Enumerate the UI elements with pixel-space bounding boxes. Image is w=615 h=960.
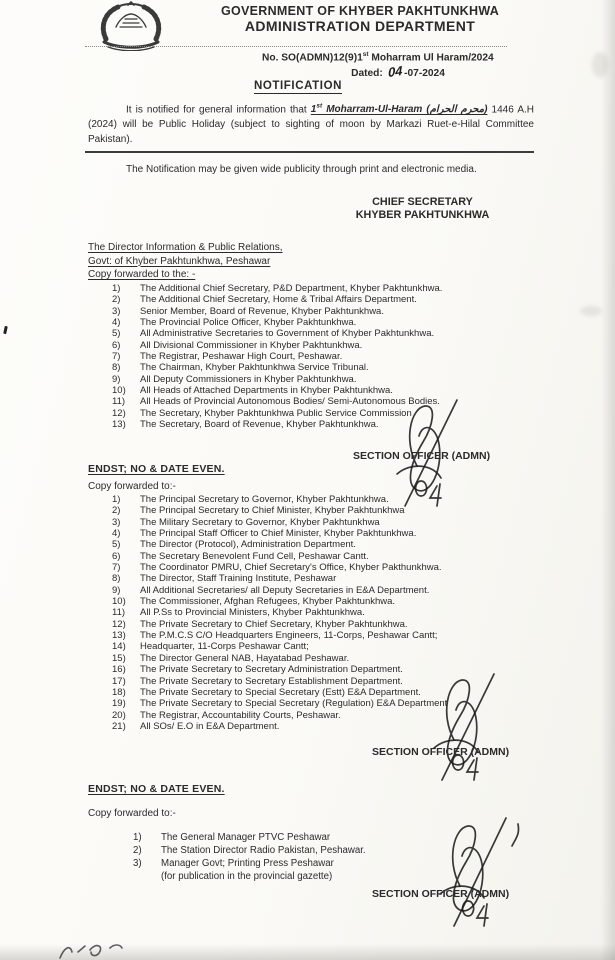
list-item <box>88 630 548 641</box>
list-item-number: 21) <box>112 720 126 732</box>
scan-ink-mark <box>3 326 8 334</box>
list-item-text: The Registrar, Accountability Courts, Peshawar. <box>140 709 341 721</box>
reference-number-sup: st <box>362 51 369 58</box>
list-item-text: The Private Secretary to Chief Secretary, Khyber Pakhtunkhwa. <box>140 618 408 630</box>
reference-number-post: Moharram Ul Haram/2024 <box>368 52 494 64</box>
scan-smudge <box>592 52 608 78</box>
list-item-text: Senior Member, Board of Revenue, Khyber Pakhtunkhwa. <box>140 305 384 317</box>
list-item-number: 1) <box>133 832 142 843</box>
addressee-block <box>88 241 283 268</box>
list-item-number: 8) <box>112 573 121 585</box>
copy-forwarded-heading-3: Copy forwarded to:- <box>88 808 176 819</box>
copy-forwarded-heading-2: Copy forwarded to:- <box>88 481 176 492</box>
list-item-text: The Private Secretary to Secretary Establishment Department. <box>140 675 403 687</box>
list-item-number: 1) <box>112 283 121 294</box>
reference-number <box>262 51 534 63</box>
list-item-number: 6) <box>112 550 121 562</box>
list-item <box>88 528 548 539</box>
list-item-number: 6) <box>112 339 121 351</box>
list-item-number: 12) <box>112 618 126 630</box>
list-item-number: 11) <box>112 607 126 619</box>
list-item <box>88 619 548 630</box>
list-item-text: The Private Secretary to Special Secretary (Estt) E&A Department. <box>140 686 421 698</box>
list-item-text: The Director General NAB, Hayatabad Peshawar. <box>140 652 350 664</box>
scan-edge-shadow-right <box>601 0 615 960</box>
section-officer-label-1: SECTION OFFICER (ADMN) <box>353 450 491 462</box>
scan-smudge <box>580 306 602 316</box>
list-item <box>88 562 548 573</box>
list-item-number: 1) <box>112 494 121 505</box>
copy-list-2 <box>88 494 548 732</box>
list-item-text: The Principal Secretary to Governor, Khyber Pakhtunkhwa. <box>140 494 389 505</box>
list-item-number: 3) <box>133 858 142 869</box>
list-item <box>88 505 548 516</box>
signatory-region: KHYBER PAKHTUNKHWA <box>355 209 490 221</box>
list-item-number: 17) <box>112 675 126 687</box>
paragraph-text: It is notified for general information that <box>126 104 311 116</box>
list-item <box>88 306 548 317</box>
publicity-paragraph: The Notification may be given wide publicity through print and electronic media. <box>126 164 477 175</box>
list-item <box>88 283 548 294</box>
list-item-text: The General Manager PTVC Peshawar <box>161 832 331 843</box>
list-item <box>88 831 548 844</box>
list-item-text: The Additional Chief Secretary, Home & Tribal Affairs Department. <box>140 294 417 306</box>
signatory-block <box>355 196 490 222</box>
list-item <box>88 698 548 709</box>
list-item-number: 16) <box>112 664 126 676</box>
list-item-text: The Principal Staff Officer to Chief Minister, Khyber Pakhtunkhwa. <box>140 528 417 540</box>
handwritten-day: 04 <box>387 63 403 81</box>
list-item-text: The Station Director Radio Pakistan, Peshawar. <box>161 845 366 856</box>
list-item <box>88 844 548 857</box>
addressee-line1: The Director Information & Public Relations, <box>88 242 283 253</box>
list-item-number: 2) <box>112 505 121 517</box>
addressee-line2: Govt: of Khyber Pakhtunkhwa, Peshawar <box>88 255 271 267</box>
list-item-number: 12) <box>112 407 126 419</box>
list-item <box>88 419 548 430</box>
list-item-number: 10) <box>112 596 126 608</box>
list-item-number: 7) <box>112 351 121 363</box>
list-item-number: 2) <box>133 845 142 856</box>
list-item <box>88 664 548 675</box>
list-item <box>88 687 548 698</box>
horizontal-rule <box>85 151 534 153</box>
list-item <box>88 517 548 528</box>
endst-heading-2: ENDST; NO & DATE EVEN. <box>88 783 225 795</box>
list-item-text: All Deputy Commissioners in Khyber Pakhtunkhwa. <box>140 373 357 385</box>
list-item <box>88 374 548 385</box>
list-item-text: The Secretary, Board of Revenue, Khyber Pakhtunkhwa. <box>140 419 379 431</box>
list-item <box>88 710 548 721</box>
list-item-text: Headquarter, 11-Corps Peshawar Cantt; <box>140 641 309 653</box>
list-item <box>88 294 548 305</box>
list-item-text: All SOs/ E.O in E&A Department. <box>140 720 280 732</box>
list-item-text: The Private Secretary to Secretary Administration Department. <box>140 664 403 676</box>
list-item-number: 13) <box>112 630 126 642</box>
list-item-text: All Administrative Secretaries to Government of Khyber Pakhtunkhwa. <box>140 328 435 340</box>
list-item-number: 4) <box>112 528 121 540</box>
list-item-text: The Secretary Benevolent Fund Cell, Peshawar Cantt. <box>140 550 369 562</box>
endst-heading-1: ENDST; NO & DATE EVEN. <box>88 463 225 475</box>
list-item-number: 3) <box>112 516 121 528</box>
list-item-text: All Additional Secretaries/ all Deputy Secretaries in E&A Department. <box>140 584 430 596</box>
list-item-note: (for publication in the provincial gazette) <box>161 871 333 882</box>
copy-list-1 <box>88 283 548 430</box>
list-item-text: The Secretary, Khyber Pakhtunkhwa Public Service Commission <box>140 407 412 419</box>
copy-forwarded-heading-1: Copy forwarded to the: - <box>88 269 196 280</box>
list-item-text: All Heads of Provincial Autonomous Bodies/ Semi-Autonomous Bodies. <box>140 396 440 408</box>
list-item-number: 5) <box>112 539 121 551</box>
list-item-text: All Divisional Commissioner in Khyber Pakhtunkhwa. <box>140 339 363 351</box>
dated-rest: -07-2024 <box>404 68 445 80</box>
list-item <box>88 641 548 652</box>
list-item <box>88 857 548 883</box>
paragraph-text: 1446 A.H (2024) will be Public Holiday (subject to sighting of moon by Markazi Ruet-e-Hilal Committee Pakistan). <box>88 104 534 146</box>
list-item-number: 20) <box>112 709 126 721</box>
list-item-text: The Private Secretary to Special Secretary (Regulation) E&A Department <box>140 698 448 710</box>
list-item-text: The Registrar, Peshawar High Court, Peshawar. <box>140 351 343 363</box>
list-item <box>88 328 548 339</box>
list-item-text: Manager Govt; Printing Press Peshawar <box>161 858 334 869</box>
list-item <box>88 721 548 732</box>
list-item-text: The Additional Chief Secretary, P&D Department, Khyber Pakhtunkhwa. <box>140 283 443 294</box>
list-item-number: 3) <box>112 305 121 317</box>
list-item <box>88 607 548 618</box>
list-item <box>88 539 548 550</box>
section-officer-label-2: SECTION OFFICER (ADMN) <box>372 746 510 758</box>
list-item-text: The Military Secretary to Governor, Khyber Pakhtunkhwa <box>140 516 380 528</box>
list-item-number: 4) <box>112 317 121 329</box>
list-item <box>88 362 548 373</box>
list-item-text: All P.Ss to Provincial Ministers, Khyber Pakhtunkhwa. <box>140 607 365 619</box>
org-name-line1: GOVERNMENT OF KHYBER PAKHTUNKHWA <box>220 4 500 18</box>
list-item <box>88 573 548 584</box>
holiday-name-emphasis: 1st Moharram-Ul-Haram (محرم الحرام) <box>310 103 488 116</box>
list-item-number: 15) <box>112 652 126 664</box>
list-item-number: 14) <box>112 641 126 653</box>
list-item-number: 13) <box>112 419 126 431</box>
notification-paragraph <box>88 99 534 147</box>
list-item <box>88 351 548 362</box>
bottom-handwriting-scribble <box>52 940 162 960</box>
list-item <box>88 408 548 419</box>
reference-number-pre: No. SO(ADMN)12(9)1 <box>262 52 363 64</box>
list-item-number: 5) <box>112 328 121 340</box>
list-item-text: The Provincial Police Officer, Khyber Pakhtunkhwa. <box>140 317 357 329</box>
dated-label: Dated: <box>351 68 383 80</box>
signatory-title: CHIEF SECRETARY <box>372 196 473 208</box>
list-item <box>88 653 548 664</box>
list-item-number: 2) <box>112 294 121 306</box>
list-item-text: The Principal Secretary to Chief Minister, Khyber Pakhtunkhwa <box>140 505 405 517</box>
copy-list-3 <box>88 831 548 883</box>
list-item <box>88 676 548 687</box>
document-title-text: NOTIFICATION <box>253 80 343 92</box>
list-item <box>88 340 548 351</box>
list-item-number: 7) <box>112 562 121 574</box>
list-item-text: The Coordinator PMRU, Chief Secretary's Office, Khyber Pakthunkhwa. <box>140 562 442 574</box>
letterhead <box>175 4 545 34</box>
list-item <box>88 396 548 407</box>
document-title <box>0 76 596 94</box>
list-item-number: 8) <box>112 362 121 374</box>
list-item <box>88 585 548 596</box>
list-item-text: The Director (Protocol), Administration Department. <box>140 539 356 551</box>
section-officer-label-3: SECTION OFFICER (ADMN) <box>372 888 510 900</box>
list-item-text: The Director, Staff Training Institute, Peshawar <box>140 573 337 585</box>
list-item-number: 11) <box>112 396 126 408</box>
list-item-number: 9) <box>112 584 121 596</box>
list-item-number: 19) <box>112 698 126 710</box>
list-item <box>88 385 548 396</box>
government-emblem-logo <box>92 1 170 51</box>
list-item <box>88 551 548 562</box>
list-item <box>88 494 548 505</box>
list-item <box>88 317 548 328</box>
list-item-text: All Heads of Attached Departments in Khyber Pakhtunkhwa. <box>140 385 393 397</box>
list-item-number: 18) <box>112 686 126 698</box>
list-item-text: The P.M.C.S C/O Headquarters Engineers, 11-Corps, Peshawar Cantt; <box>140 630 438 642</box>
list-item-text: The Commissioner, Afghan Refugees, Khyber Pakhtunkhwa. <box>140 596 396 608</box>
list-item-number: 10) <box>112 385 126 397</box>
list-item <box>88 596 548 607</box>
list-item-text: The Chairman, Khyber Pakhtunkhwa Service Tribunal. <box>140 362 369 374</box>
org-name-line2: ADMINISTRATION DEPARTMENT <box>244 18 476 34</box>
letterhead-divider <box>85 46 507 47</box>
list-item-number: 9) <box>112 373 121 385</box>
